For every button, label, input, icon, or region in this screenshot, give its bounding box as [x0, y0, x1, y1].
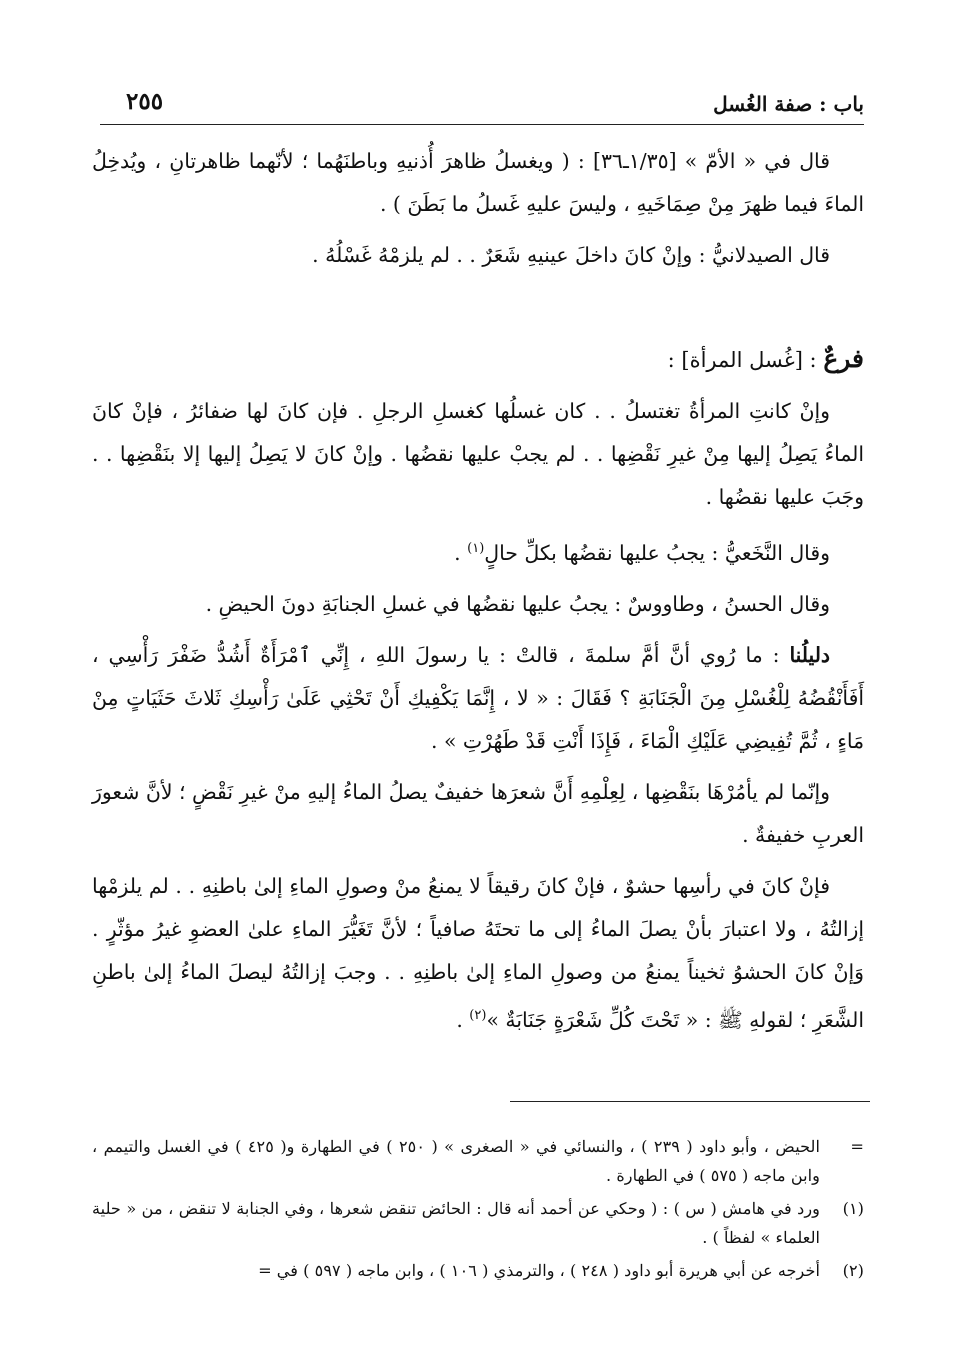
branch-heading [92, 337, 864, 382]
paragraph-4-text: وقال النَّخَعيُّ : يجبُ عليها نقضُها بكلِّ حالٍ [484, 540, 830, 565]
footnote-item [92, 1256, 864, 1285]
paragraph-6 [92, 634, 864, 763]
paragraph-7: وإنّما لم يأمُرْهَا بنَقْضِها ، لِعِلْمِهِ أَنَّ شعرَها خفيفٌ يصلُ الماءُ إليهِ منْ غيرِ نَقْضٍ ؛ لأنَّ شعورَ العربِ خفيفةٌ . [92, 779, 864, 847]
footnote-divider [510, 1101, 870, 1102]
footnote-item [92, 1194, 864, 1252]
footnote-marker: (٢) [842, 1261, 864, 1280]
paragraph-8 [92, 865, 864, 1042]
footnotes [92, 1132, 864, 1289]
footnote-marker: (١) [842, 1199, 864, 1218]
footnote-text: أخرجه عن أبي هريرة أبو داود ( ٢٤٨ ) ، والترمذي ( ١٠٦ ) ، وابن ماجه ( ٥٩٧ ) في = [258, 1261, 820, 1280]
paragraph-6-text: : ما رُوي أنَّ أمَّ سلمةَ ، قالتْ : يا رسولَ اللهِ ، إِنِّي ٱمْرَأَةٌ أَشُدُّ ضَفْرَ رَأْسِي ، أَفَأَنْقُضُهُ لِلْغُسْلِ مِنَ الْجَنَابَةِ ؟ فَقَالَ : « لا ، إِنَّمَا يَكْفِيكِ أَنْ تَحْثِي عَلَىٰ رَأْسِكِ ثَلاثَ حَثَيَاتٍ مِنْ مَاءٍ ، ثُمَّ تُفِيضِي عَلَيْكِ الْمَاءَ ، فَإِذَا أَنْتِ قَدْ طَهُرْتِ » . [92, 642, 864, 753]
paragraph-3: وإنْ كانتِ المرأةُ تغتسلُ . . كان غسلُها كغسلِ الرجلِ . فإن كانَ لها ضفائرُ ، فإنْ كانَ الماءُ يَصِلُ إليها مِنْ غيرِ نَقْضِها . . لم يجبْ عليها نقضُها . وإنْ كانَ لا يَصِلُ إليها إلا بنَقْضِها . . وجَبَ عليها نقضُها . [92, 399, 864, 509]
paragraph-4 [92, 527, 864, 575]
footnote-ref-2[interactable]: (٢) [469, 1007, 487, 1023]
chapter-title: باب : صفة الغُسل [713, 92, 864, 116]
paragraph-2: قال الصيدلانيُّ : وإنْ كانَ داخلَ عينيهِ شَعَرٌ . . لم يلزمْهُ غَسْلُهُ . [312, 243, 830, 267]
evidence-label: دليلُنا [789, 642, 830, 667]
main-text [92, 140, 864, 1050]
footnote-marker: = [850, 1137, 864, 1156]
paragraph-5: وقال الحسنُ ، وطاووسٌ : يجبُ عليها نقضُها في غسلِ الجنابَةِ دونَ الحيضِ . [205, 591, 830, 616]
paragraph-8-text: فإنْ كانَ في رأسِها حشوٌ ، فإنْ كانَ رقيقاً لا يمنعُ منْ وصولِ الماءِ إلىٰ باطنِهِ . . لم يلزمْها إزالتُهُ ، ولا اعتبارَ بأنْ يصلَ الماءُ إلى ما تحتَهُ صافياً ؛ لأنَّ تَغَيُّرَ الماءِ علىٰ العضوِ غيرُ مؤثّرٍ . وَإنْ كانَ الحشوُ ثخيناً يمنعُ من وصولِ الماءِ إلىٰ باطنِهِ . . وجبَ إزالتُهُ ليصلَ الماءُ إلىٰ باطنِ الشَّعَرِ ؛ لقولهِ ﷺ : « تَحْتَ كُلِّ شَعْرَةٍ جَنَابَةٌ » [92, 873, 864, 1032]
footnote-text: ورد في هامش ( س ) : ( وحكي عن أحمد أنه قال : الحائض تنقض شعرها ، وفي الجنابة لا تنقض ، من « حلية العلماء » لفظاً ) . [92, 1199, 820, 1247]
running-header [100, 84, 864, 125]
footnote-text: الحيض ، وأبو داود ( ٢٣٩ ) ، والنسائي في « الصغرى » ( ٢٥٠ ) في الطهارة و( ٤٢٥ ) في الغسل والتيمم ، وابن ماجه ( ٥٧٥ ) في الطهارة . [92, 1137, 820, 1185]
footnote-item [92, 1132, 864, 1190]
paragraph-8-end: . [456, 1007, 470, 1032]
paragraph-1: قال في « الأمّ » [١/٣٥ـ٣٦] : ( ويغسلُ ظاهرَ أُذنيهِ وباطنَهُما ؛ لأنّهما ظاهرتانِ ، ويُدخِلُ الماءَ فيما ظهرَ مِنْ صِمَاخَيهِ ، وليسَ عليهِ غَسلُ ما بَطَنَ ) . [92, 149, 864, 216]
paragraph-4-end: . [454, 540, 468, 565]
footnote-ref-1[interactable]: (١) [467, 541, 485, 556]
branch-label: فرعٌ [823, 344, 864, 373]
branch-title: : [غُسل المرأة] : [667, 348, 817, 372]
page-number: ٢٥٥ [126, 88, 164, 115]
